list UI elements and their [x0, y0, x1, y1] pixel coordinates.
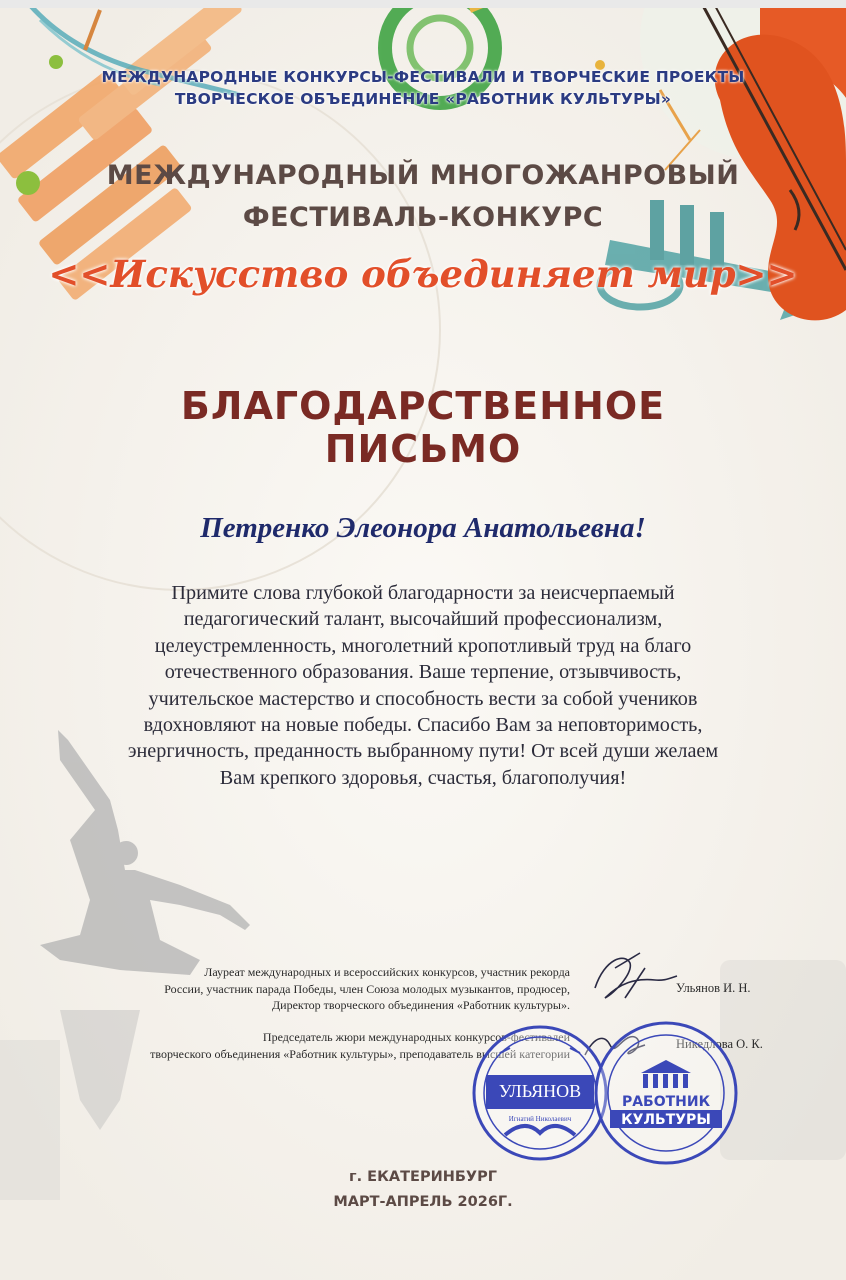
- stamp-rabotnik-kultury: [586, 1018, 746, 1168]
- stamp2-line2: КУЛЬТУРЫ: [621, 1112, 711, 1128]
- message-line: Вам крепкого здоровья, счастья, благополучия!: [219, 766, 627, 789]
- festival-name: <<Искусство объединяет мир>>: [48, 252, 798, 296]
- footer-city: г. ЕКАТЕРИНБУРГ: [349, 1169, 497, 1185]
- message-line: вдохновляют на новые победы. Спасибо Вам за неповторимость,: [143, 714, 703, 737]
- message-line: Примите слова глубокой благодарности за неисчерпаемый: [171, 582, 675, 604]
- stamp1-sub-text: Игнатий Николаевич: [508, 1115, 572, 1123]
- signature-1: [585, 948, 680, 1008]
- org-line-1: МЕЖДУНАРОДНЫЕ КОНКУРСЫ-ФЕСТИВАЛИ И ТВОРЧЕСКИЕ ПРОЕКТЫ: [101, 68, 745, 86]
- message-line: педагогический талант, высочайший профессионализм,: [183, 608, 663, 631]
- message-body: [80, 580, 766, 791]
- festival-title-2: ФЕСТИВАЛЬ-КОНКУРС: [242, 202, 604, 233]
- document-title-2: ПИСЬМО: [324, 427, 522, 471]
- signer1-desc-line: России, участник парада Победы, член Союза молодых музыкантов, продюсер,: [164, 981, 570, 996]
- stamp2-line1: РАБОТНИК: [621, 1094, 711, 1110]
- signer1-name: Ульянов И. Н.: [676, 981, 751, 995]
- signer2-name: Никедлова О. К.: [676, 1037, 763, 1051]
- message-line: отечественного образования. Ваше терпение, отзывчивость,: [164, 661, 682, 684]
- festival-title-1: МЕЖДУНАРОДНЫЙ МНОГОЖАНРОВЫЙ: [106, 160, 740, 191]
- stamp1-name-text: УЛЬЯНОВ: [498, 1081, 582, 1101]
- message-line: учительское мастерство и способность вести за собой учеников: [148, 687, 698, 710]
- status-strip: [0, 0, 846, 8]
- document-title-1: БЛАГОДАРСТВЕННОЕ: [180, 384, 666, 428]
- org-line-2: ТВОРЧЕСКОЕ ОБЪЕДИНЕНИЕ «РАБОТНИК КУЛЬТУРЫ»: [174, 90, 672, 108]
- message-line: энергичность, преданность выбранному пути! От всей души желаем: [127, 740, 719, 763]
- message-line: целеустремленность, многолетний кропотливый труд на благо: [154, 634, 692, 657]
- footer-date: МАРТ-АПРЕЛЬ 2026Г.: [333, 1194, 513, 1210]
- signer2-desc-line: Председатель жюри международных конкурсов-фестивалей: [262, 1030, 570, 1044]
- signer1-desc-line: Директор творческого объединения «Работник культуры».: [271, 998, 570, 1012]
- signer2-desc-line: творческого объединения «Работник культуры», преподаватель высшей категории: [150, 1046, 570, 1061]
- signer1-description: [164, 964, 570, 1014]
- recipient-name: Петренко Элеонора Анатольевна!: [200, 512, 646, 544]
- signer1-desc-line: Лауреат международных и всероссийских конкурсов, участник рекорда: [204, 965, 570, 979]
